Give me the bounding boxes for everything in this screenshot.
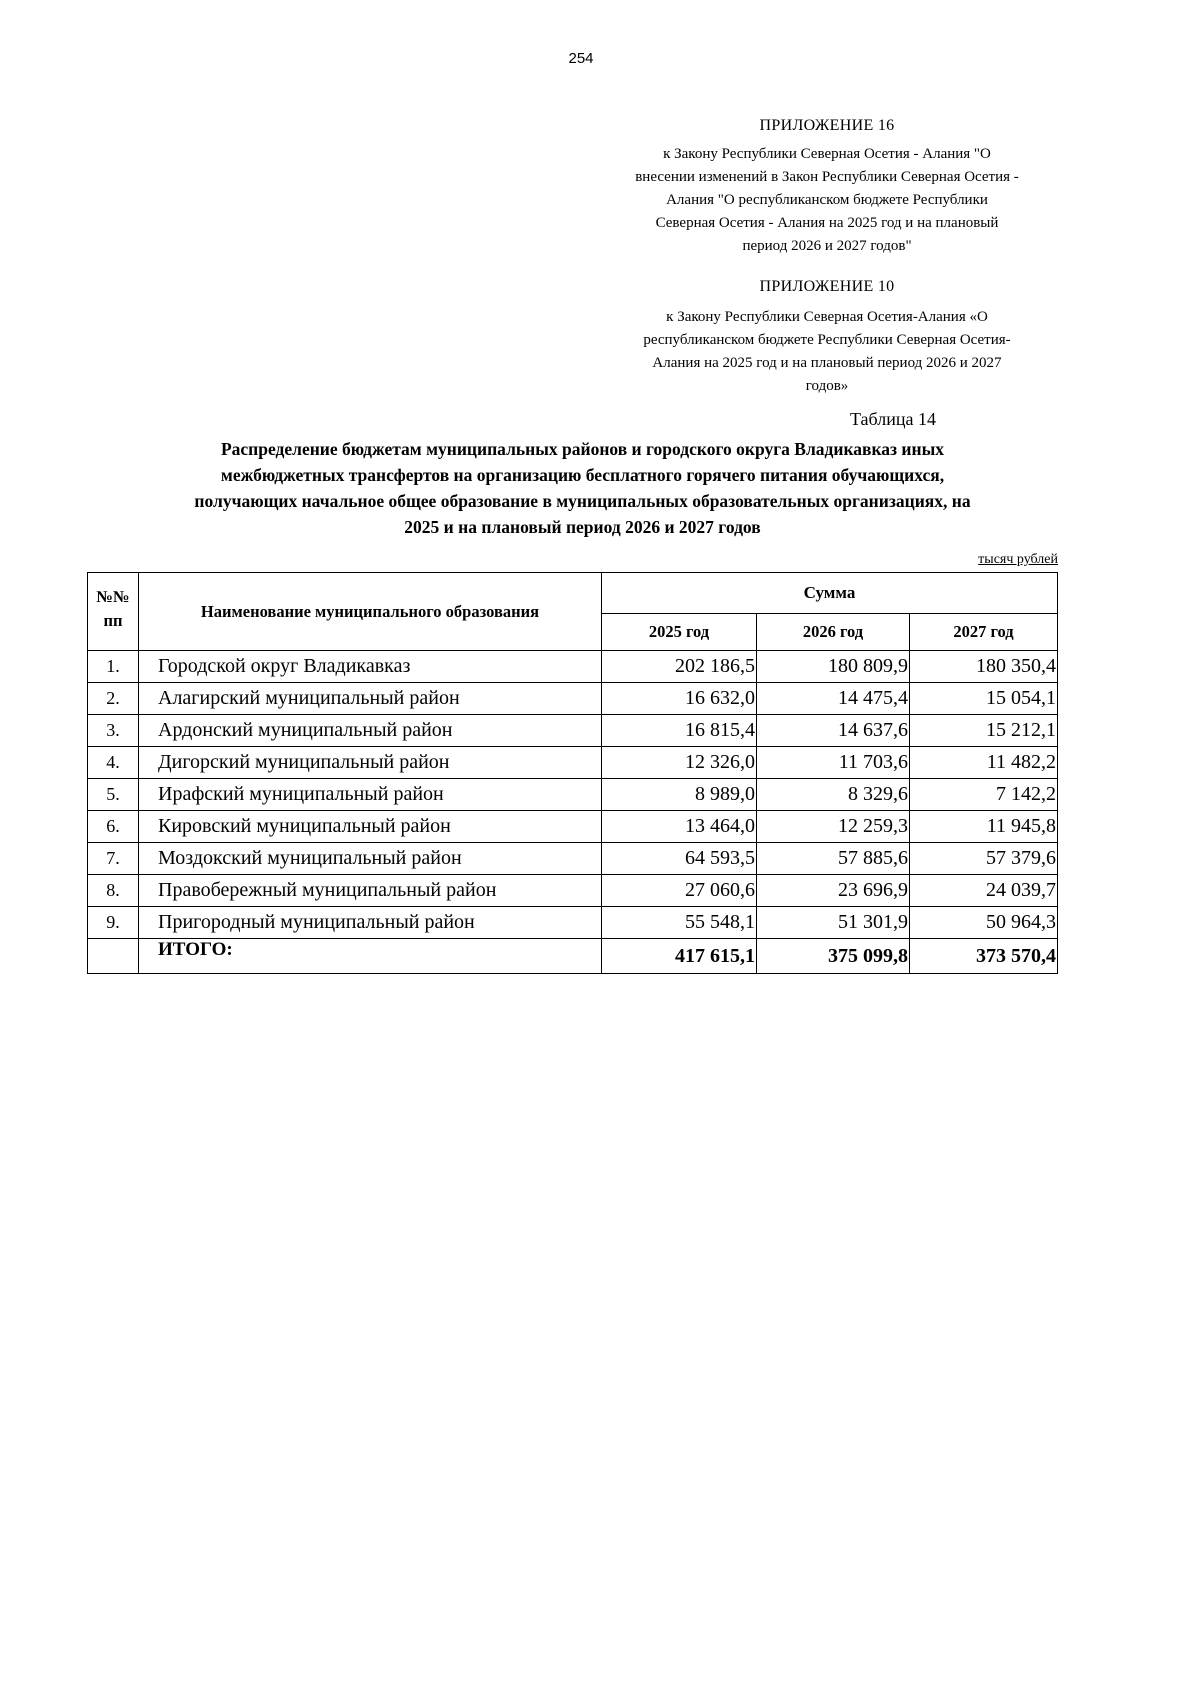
- title-line: 2025 и на плановый период 2026 и 2027 годов: [404, 517, 761, 537]
- row-value-2026: 51 301,9: [757, 907, 910, 939]
- total-value-2026: 375 099,8: [757, 939, 910, 974]
- header-year-2025: 2025 год: [602, 614, 757, 651]
- row-value-2025: 13 464,0: [602, 811, 757, 843]
- row-value-2026: 23 696,9: [757, 875, 910, 907]
- row-name: Кировский муниципальный район: [139, 811, 602, 843]
- row-value-2025: 16 815,4: [602, 715, 757, 747]
- table-label: Таблица 14: [850, 409, 936, 429]
- row-value-2026: 12 259,3: [757, 811, 910, 843]
- row-number: 6.: [88, 811, 139, 843]
- total-value-2025: 417 615,1: [602, 939, 757, 974]
- table-row: [88, 779, 1058, 811]
- appendix-16-text: [598, 143, 1056, 258]
- row-name: Городской округ Владикавказ: [139, 651, 602, 683]
- header-num: [88, 573, 139, 651]
- header-year-2027: 2027 год: [910, 614, 1058, 651]
- row-number: 5.: [88, 779, 139, 811]
- row-name: Ирафский муниципальный район: [139, 779, 602, 811]
- header-year-2026: 2026 год: [757, 614, 910, 651]
- total-value-2027: 373 570,4: [910, 939, 1058, 974]
- row-value-2027: 50 964,3: [910, 907, 1058, 939]
- table-row: [88, 651, 1058, 683]
- header-num-line2: пп: [103, 611, 123, 630]
- appendix-10-line: Алания на 2025 год и на плановый период 2026 и 2027: [652, 355, 1002, 371]
- title-line: Распределение бюджетам муниципальных районов и городского округа Владикавказ иных: [220, 439, 945, 459]
- row-number: 2.: [88, 683, 139, 715]
- row-name: Алагирский муниципальный район: [139, 683, 602, 715]
- row-value-2027: 15 212,1: [910, 715, 1058, 747]
- appendix-10-line: годов»: [805, 378, 849, 394]
- appendix-10-text: [598, 306, 1056, 398]
- document-title: [90, 436, 1075, 540]
- row-number: 4.: [88, 747, 139, 779]
- row-value-2025: 202 186,5: [602, 651, 757, 683]
- appendix-16-title: ПРИЛОЖЕНИЕ 16: [759, 117, 895, 134]
- row-value-2026: 11 703,6: [757, 747, 910, 779]
- table-row: [88, 683, 1058, 715]
- row-name: Правобережный муниципальный район: [139, 875, 602, 907]
- total-label: ИТОГО:: [139, 939, 602, 974]
- table-row: [88, 907, 1058, 939]
- total-row: [88, 939, 1058, 974]
- row-value-2027: 24 039,7: [910, 875, 1058, 907]
- table-row: [88, 747, 1058, 779]
- row-value-2025: 64 593,5: [602, 843, 757, 875]
- appendix-16-line: к Закону Республики Северная Осетия - Алания "О: [663, 146, 991, 162]
- row-name: Моздокский муниципальный район: [139, 843, 602, 875]
- total-number-cell: [88, 939, 139, 974]
- appendix-10-block: [598, 278, 1056, 398]
- row-value-2025: 16 632,0: [602, 683, 757, 715]
- page-number: 254: [568, 50, 594, 67]
- row-number: 1.: [88, 651, 139, 683]
- header-sum: Сумма: [602, 573, 1058, 614]
- row-number: 8.: [88, 875, 139, 907]
- row-value-2027: 15 054,1: [910, 683, 1058, 715]
- row-name: Пригородный муниципальный район: [139, 907, 602, 939]
- row-value-2025: 27 060,6: [602, 875, 757, 907]
- row-number: 9.: [88, 907, 139, 939]
- appendix-16-line: Северная Осетия - Алания на 2025 год и на плановый: [655, 215, 999, 231]
- row-number: 7.: [88, 843, 139, 875]
- header-name: Наименование муниципального образования: [139, 573, 602, 651]
- row-number: 3.: [88, 715, 139, 747]
- row-name: Дигорский муниципальный район: [139, 747, 602, 779]
- row-value-2027: 57 379,6: [910, 843, 1058, 875]
- table-header-row: [88, 573, 1058, 614]
- row-name: Ардонский муниципальный район: [139, 715, 602, 747]
- table-row: [88, 843, 1058, 875]
- row-value-2026: 57 885,6: [757, 843, 910, 875]
- row-value-2025: 8 989,0: [602, 779, 757, 811]
- appendix-16-block: [598, 117, 1056, 258]
- row-value-2026: 180 809,9: [757, 651, 910, 683]
- title-line: межбюджетных трансфертов на организацию бесплатного горячего питания обучающихся,: [220, 465, 945, 485]
- row-value-2027: 11 945,8: [910, 811, 1058, 843]
- table-row: [88, 811, 1058, 843]
- appendix-10-title: ПРИЛОЖЕНИЕ 10: [759, 278, 895, 295]
- row-value-2026: 14 475,4: [757, 683, 910, 715]
- budget-table: [87, 572, 1058, 974]
- row-value-2027: 7 142,2: [910, 779, 1058, 811]
- title-line: получающих начальное общее образование в муниципальных образовательных организациях, на: [194, 491, 971, 511]
- appendix-16-line: период 2026 и 2027 годов": [742, 238, 912, 254]
- appendix-10-line: к Закону Республики Северная Осетия-Алания «О: [666, 309, 988, 325]
- table-row: [88, 875, 1058, 907]
- appendix-16-line: внесении изменений в Закон Республики Северная Осетия -: [635, 169, 1019, 185]
- appendix-10-line: республиканском бюджете Республики Северная Осетия-: [643, 332, 1011, 348]
- row-value-2025: 12 326,0: [602, 747, 757, 779]
- row-value-2026: 8 329,6: [757, 779, 910, 811]
- units-label: тысяч рублей: [978, 552, 1058, 567]
- row-value-2027: 11 482,2: [910, 747, 1058, 779]
- row-value-2025: 55 548,1: [602, 907, 757, 939]
- row-value-2026: 14 637,6: [757, 715, 910, 747]
- row-value-2027: 180 350,4: [910, 651, 1058, 683]
- header-num-line1: №№: [96, 587, 130, 606]
- table-row: [88, 715, 1058, 747]
- appendix-16-line: Алания "О республиканском бюджете Республики: [666, 192, 988, 208]
